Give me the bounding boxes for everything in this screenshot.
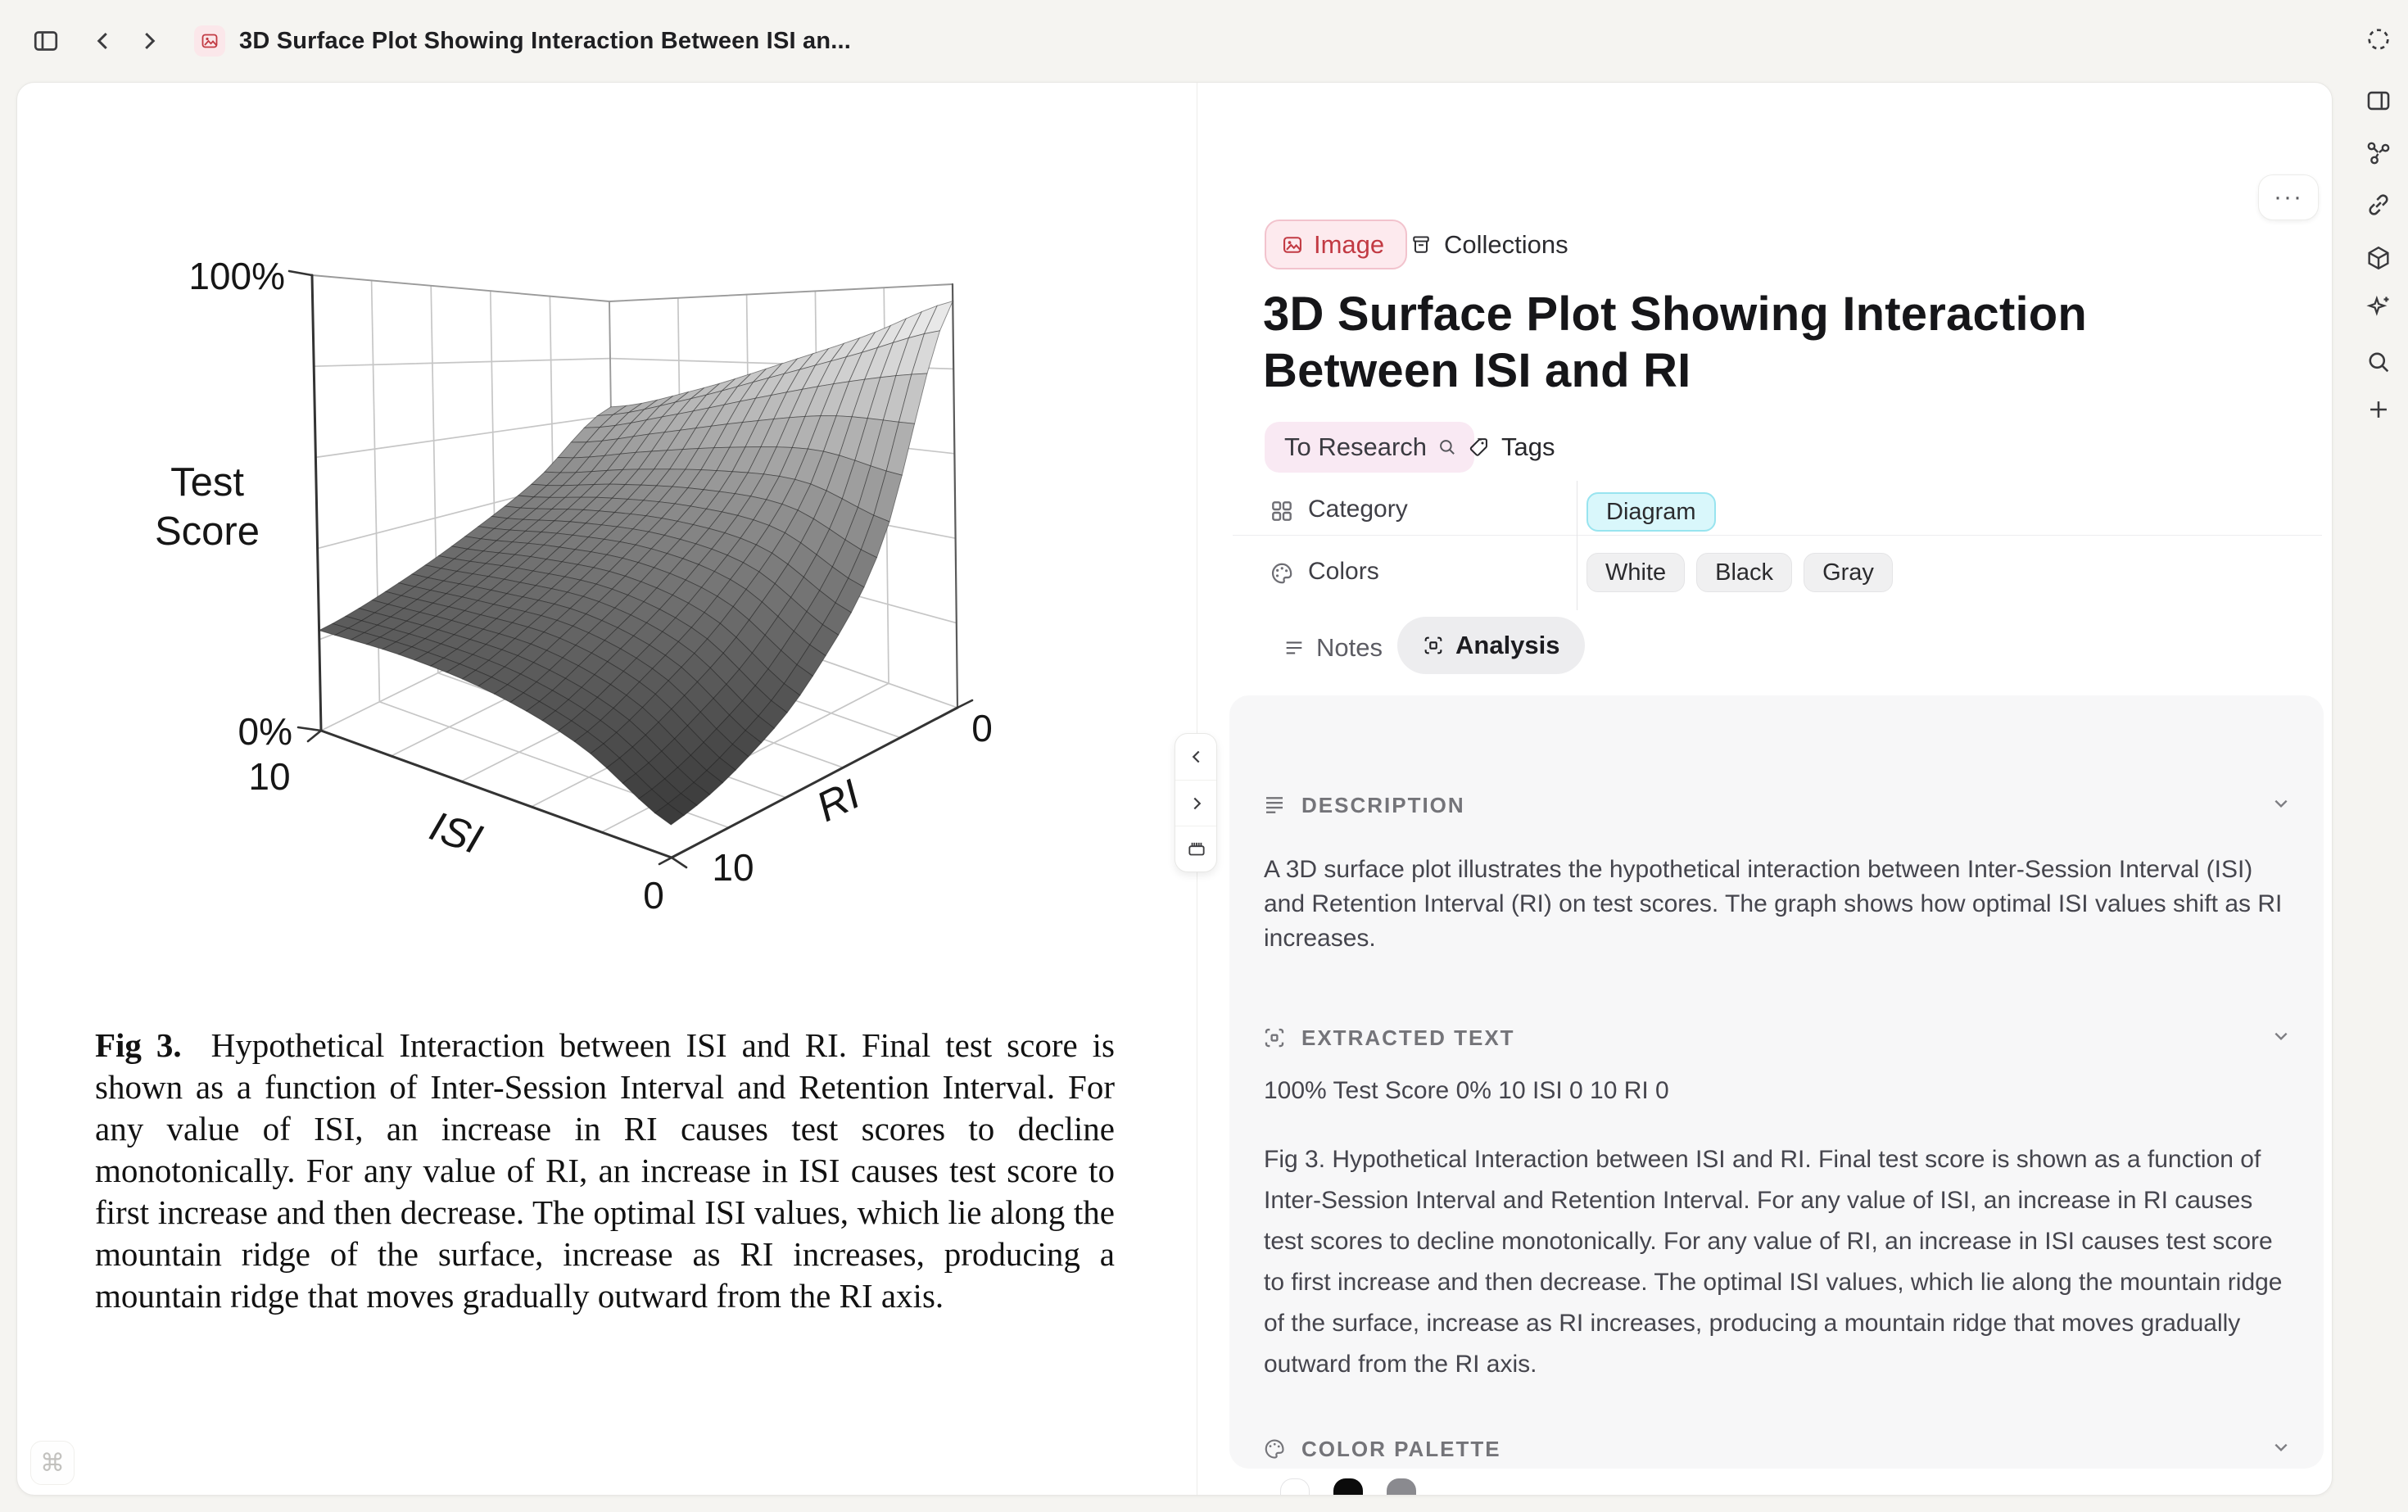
svg-text:0%: 0% bbox=[238, 710, 292, 753]
save-card-icon bbox=[1186, 839, 1207, 860]
description-collapse-icon[interactable] bbox=[2268, 790, 2294, 817]
palette-icon bbox=[1262, 1437, 1287, 1461]
image-icon bbox=[1281, 233, 1304, 256]
link-icon[interactable] bbox=[2362, 188, 2395, 221]
property-divider bbox=[1233, 535, 2322, 536]
description-icon bbox=[1262, 793, 1287, 817]
tab-analysis-label: Analysis bbox=[1455, 631, 1560, 659]
category-label: Category bbox=[1308, 496, 1408, 523]
item-title: 3D Surface Plot Showing Interaction Between ISI and RI bbox=[1263, 287, 2088, 397]
color-value-pill[interactable]: Gray bbox=[1804, 553, 1893, 592]
analysis-panel bbox=[1229, 695, 2324, 1469]
collections-label: Collections bbox=[1444, 229, 1568, 259]
related-nodes-icon[interactable] bbox=[2362, 137, 2395, 170]
color-palette-header-label: COLOR PALETTE bbox=[1301, 1436, 1501, 1461]
color-palette-collapse-icon[interactable] bbox=[2268, 1434, 2294, 1460]
folder-chip[interactable] bbox=[1265, 422, 1474, 473]
property-row-category bbox=[1246, 481, 2327, 541]
extracted-text-paragraph: Fig 3. Hypothetical Interaction between ISI and RI. Final test score is shown as a function of Inter-Session Interval and Retention Interval. For any value of ISI, an increase in RI causes test scores to decline monotonically. For any value of RI, an increase in ISI causes test score to first increase and then decrease. The optimal ISI values, which lie along the mountain ridge of the surface, increase as RI increases, producing a mountain ridge that moves gradually outward from the RI axis. bbox=[1264, 1146, 2283, 1378]
description-section-header[interactable] bbox=[1262, 790, 1465, 820]
sparkles-icon[interactable] bbox=[2362, 291, 2395, 324]
figure-caption-lead: Fig 3. bbox=[95, 1026, 182, 1064]
tag-icon bbox=[1467, 436, 1490, 459]
collections-icon bbox=[1410, 233, 1433, 256]
surface-plot-figure bbox=[83, 214, 1107, 1016]
save-to-library-button[interactable] bbox=[1175, 826, 1217, 871]
colors-icon bbox=[1269, 560, 1295, 586]
svg-text:10: 10 bbox=[712, 846, 754, 889]
color-palette-section-header[interactable] bbox=[1262, 1434, 1501, 1464]
extracted-text-header-label: EXTRACTED TEXT bbox=[1301, 1025, 1515, 1050]
description-text: A 3D surface plot illustrates the hypothetical interaction between Inter-Session Interval (ISI) and Retention Interval (RI) on test scores. The graph shows how optimal ISI values shift as RI increases. bbox=[1264, 856, 2283, 952]
titlebar bbox=[0, 0, 2408, 82]
svg-text:RI: RI bbox=[808, 770, 867, 831]
image-type-badge[interactable] bbox=[1265, 220, 1407, 269]
palette-swatch-gray[interactable] bbox=[1387, 1478, 1416, 1496]
cube-icon[interactable] bbox=[2362, 242, 2395, 274]
chevron-right-icon bbox=[1186, 793, 1207, 814]
folder-chip-label: To Research bbox=[1284, 432, 1428, 461]
viewer-controls bbox=[1175, 733, 1217, 872]
chevron-left-icon bbox=[1186, 746, 1207, 767]
tags-label: Tags bbox=[1501, 432, 1555, 461]
tab-analysis[interactable] bbox=[1397, 617, 1585, 674]
add-icon[interactable] bbox=[2362, 393, 2395, 426]
panel-toggle-icon[interactable] bbox=[2362, 84, 2395, 117]
more-options-label: ··· bbox=[2274, 183, 2303, 211]
tab-notes-label: Notes bbox=[1316, 633, 1383, 662]
right-toolbar bbox=[2347, 0, 2408, 1512]
figure-caption bbox=[95, 1025, 1115, 1317]
category-value-pill[interactable]: Diagram bbox=[1586, 492, 1716, 532]
collections-button[interactable] bbox=[1410, 220, 1568, 269]
extracted-text-collapse-icon[interactable] bbox=[2268, 1023, 2294, 1049]
analysis-icon bbox=[1422, 634, 1445, 657]
category-icon bbox=[1269, 498, 1295, 524]
svg-text:0: 0 bbox=[971, 707, 993, 749]
command-shortcut-button[interactable] bbox=[30, 1441, 75, 1485]
svg-text:100%: 100% bbox=[188, 255, 285, 297]
palette-swatch-black[interactable] bbox=[1333, 1478, 1363, 1496]
palette-swatch-white[interactable] bbox=[1280, 1478, 1310, 1496]
image-type-icon bbox=[194, 25, 225, 57]
back-icon[interactable] bbox=[88, 26, 118, 56]
svg-text:ISI: ISI bbox=[423, 802, 488, 863]
category-values bbox=[1586, 492, 1716, 532]
search-icon bbox=[1437, 437, 1458, 458]
color-value-pill[interactable]: White bbox=[1586, 553, 1685, 592]
command-icon: ⌘ bbox=[40, 1449, 65, 1477]
extracted-text-line: 100% Test Score 0% 10 ISI 0 10 RI 0 bbox=[1264, 1077, 1669, 1104]
description-header-label: DESCRIPTION bbox=[1301, 792, 1465, 817]
sidebar-toggle-icon[interactable] bbox=[31, 26, 61, 56]
extracted-text-section-header[interactable] bbox=[1262, 1023, 1515, 1053]
tags-button[interactable] bbox=[1467, 422, 1555, 473]
more-options-button[interactable] bbox=[2258, 174, 2319, 220]
window-title: 3D Surface Plot Showing Interaction Between ISI an... bbox=[239, 28, 852, 54]
search-icon[interactable] bbox=[2362, 346, 2395, 378]
sync-status-icon[interactable] bbox=[2362, 23, 2395, 56]
notes-icon bbox=[1283, 636, 1306, 659]
svg-text:0: 0 bbox=[643, 874, 664, 917]
colors-label: Colors bbox=[1308, 558, 1379, 585]
tab-notes[interactable] bbox=[1283, 619, 1383, 677]
forward-icon[interactable] bbox=[134, 26, 164, 56]
svg-text:Score: Score bbox=[154, 509, 260, 554]
color-value-pill[interactable]: Black bbox=[1696, 553, 1792, 592]
svg-text:10: 10 bbox=[248, 755, 291, 798]
svg-text:Test: Test bbox=[170, 460, 244, 505]
figure-caption-text: Hypothetical Interaction between ISI and RI. Final test score is shown as a function of Inter-Session Interval and Retention Interval. For any value of ISI, an increase in RI causes test scores to decline monotonically. For any value of RI, an increase in ISI causes test score to first increase and then decrease. The optimal ISI values, which lie along the mountain ridge of the surface, increase as RI increases, producing a mountain ridge that moves gradually outward from the RI axis. bbox=[95, 1026, 1116, 1315]
colors-values bbox=[1586, 553, 1893, 592]
extracted-text-icon bbox=[1262, 1025, 1287, 1050]
image-type-badge-label: Image bbox=[1314, 229, 1385, 259]
next-item-button[interactable] bbox=[1175, 780, 1217, 826]
previous-item-button[interactable] bbox=[1175, 734, 1217, 780]
